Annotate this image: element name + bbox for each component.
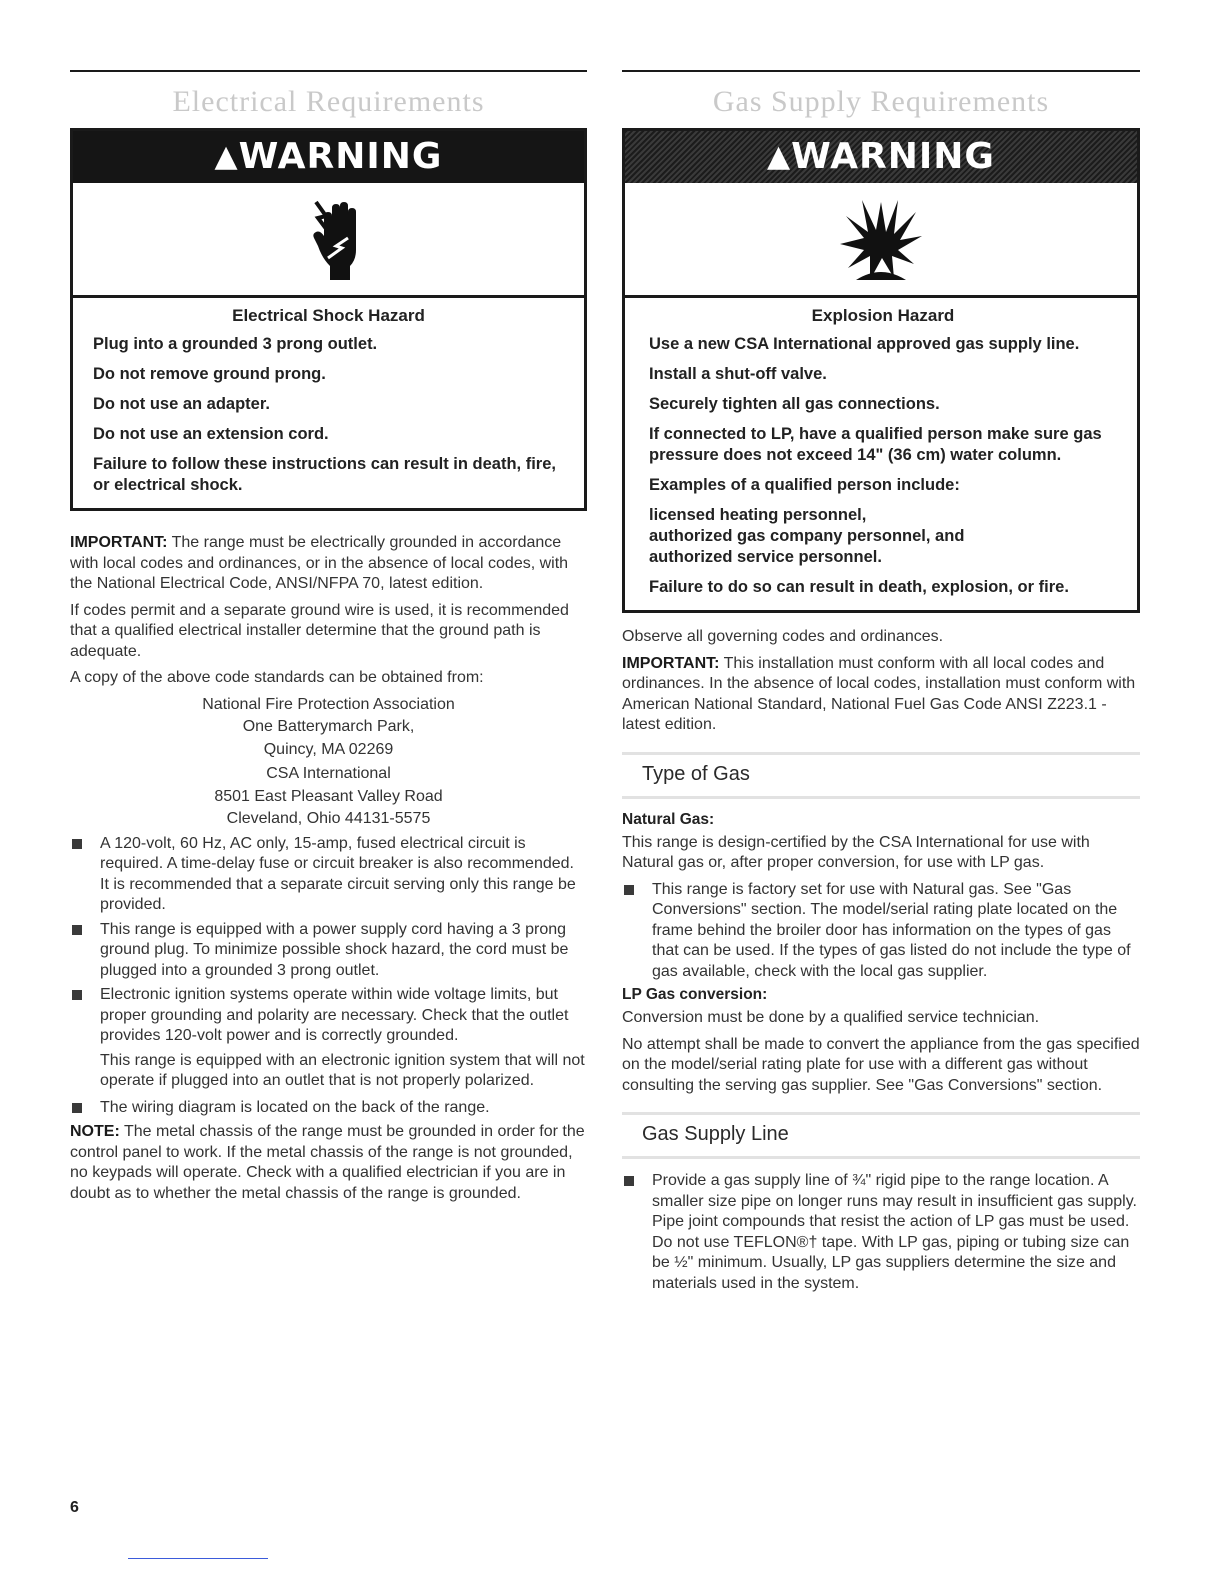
section-rule [70,70,587,72]
list-item: This range is equipped with a power supply cord having a 3 prong ground plug. To minimize possible shock hazard, the cord must be plugged into a grounded 3 prong outlet. [70,920,587,982]
list-item: Electronic ignition systems operate within wide voltage limits, but proper grounding and polarity are necessary. Check that the outlet provides 120-volt power and is correctly grounded. [70,985,587,1047]
qualified-person-item: authorized service personnel. [649,548,882,566]
warning-triangle-icon: ▲ [214,139,239,174]
warning-line: Failure to do so can result in death, explosion, or fire. [649,578,1069,596]
qualified-person-item: authorized gas company personnel, and [649,527,965,545]
address-csa: CSA International 8501 East Pleasant Valley Road Cleveland, Ohio 44131-5575 [214,765,443,827]
hazard-title: Explosion Hazard [811,306,955,325]
page-number: 6 [70,1499,79,1516]
copy-paragraph: A copy of the above code standards can be obtained from: [70,669,484,686]
footer-rule [128,1558,268,1559]
observe-paragraph: Observe all governing codes and ordinances. [622,628,944,645]
hazard-title: Electrical Shock Hazard [232,306,425,325]
codes-paragraph: If codes permit and a separate ground wire is used, it is recommended that a qualified electrical installer determine that the ground path is adequate. [70,601,569,660]
list-item-continuation: This range is equipped with an electronic ignition system that will not operate if plugged into an outlet that is not properly polarized. [100,1051,585,1089]
lp-paragraph: Conversion must be done by a qualified service technician. [622,1009,1040,1026]
natural-gas-paragraph: This range is design-certified by the CSA International for use with Natural gas or, after proper conversion, for use with LP gas. [622,833,1090,871]
warning-line: Install a shut-off valve. [649,365,827,383]
lp-conversion-label: LP Gas conversion: [622,986,768,1003]
warning-line: Plug into a grounded 3 prong outlet. [93,335,378,353]
warning-line: Use a new CSA International approved gas supply line. [649,335,1080,353]
warning-text [625,298,1137,610]
warning-line: Do not use an extension cord. [93,425,329,443]
electrical-shock-hand-icon [296,194,362,284]
warning-text [73,298,584,508]
qualified-person-item: licensed heating personnel, [649,506,867,524]
warning-line: Securely tighten all gas connections. [649,395,940,413]
hazard-icon-area [73,183,584,298]
address-nfpa: National Fire Protection Association One Batterymarch Park, Quincy, MA 02269 [202,695,455,758]
subsection-heading-type-of-gas: Type of Gas [622,752,1140,799]
hazard-icon-area [625,183,1137,298]
subsection-heading-gas-supply-line: Gas Supply Line [622,1112,1140,1159]
section-title-gas: Gas Supply Requirements [712,85,1050,118]
warning-banner: ▲WARNING [73,131,584,183]
warning-banner: ▲WARNING [625,131,1137,183]
warning-line: If connected to LP, have a qualified person make sure gas pressure does not exceed 14" (36 cm) water column. [649,425,1102,464]
electrical-warning-box [70,128,587,511]
important-paragraph: IMPORTANT: This installation must conform with all local codes and ordinances. In the absence of local codes, installation must conform with American National Standard, National Fuel Gas Code ANSI Z223.1 - latest edition. [622,654,1136,733]
warning-line: Failure to follow these instructions can result in death, fire, or electrical shock. [93,455,556,494]
section-title-electrical: Electrical Requirements [172,85,485,118]
note-paragraph: NOTE: The metal chassis of the range must be grounded in order for the control panel to work. If the metal chassis of the range is not grounded, no keypads will operate. Check with a qualified electrician if you are in doubt as to whether the metal chassis of the range is grounded. [70,1123,585,1202]
gas-supply-requirements-column [622,70,1140,1298]
warning-triangle-icon: ▲ [767,139,792,174]
important-paragraph: IMPORTANT: The range must be electrically grounded in accordance with local codes and ordinances, or in the absence of local codes, with the National Electrical Code, ANSI/NFPA 70, latest edition. [70,534,569,592]
gas-warning-box [622,128,1140,613]
electrical-requirements-column [70,70,587,1210]
warning-line: Do not remove ground prong. [93,365,326,383]
list-item: A 120-volt, 60 Hz, AC only, 15-amp, fused electrical circuit is required. A time-delay fuse or circuit breaker is also recommended. It is recommended that a separate circuit serving only this range be provided. [70,834,587,916]
natural-gas-label: Natural Gas: [622,810,715,828]
lp-paragraph: No attempt shall be made to convert the appliance from the gas specified on the model/serial rating plate for use with a different gas without consulting the serving gas supplier. See "Gas Conversions" section. [622,1035,1140,1094]
list-item: Provide a gas supply line of ¾" rigid pipe to the range location. A smaller size pipe on longer runs may result in insufficient gas supply. Pipe joint compounds that resist the action of LP gas must be used. Do not use TEFLON®† tape. With LP gas, piping or tubing size can be ½" minimum. Usually, LP gas suppliers determine the size and materials used in the system. [622,1171,1140,1294]
explosion-icon [836,194,926,284]
list-item: This range is factory set for use with Natural gas. See "Gas Conversions" section. The model/serial rating plate located on the frame behind the broiler door has information on the types of gas that can be used. If the types of gas listed do not include the type of gas available, check with the local gas supplier. [622,880,1140,983]
warning-line: Examples of a qualified person include: [649,476,960,494]
warning-line: Do not use an adapter. [93,395,270,413]
list-item: The wiring diagram is located on the back of the range. [70,1098,587,1119]
section-rule [622,70,1140,72]
